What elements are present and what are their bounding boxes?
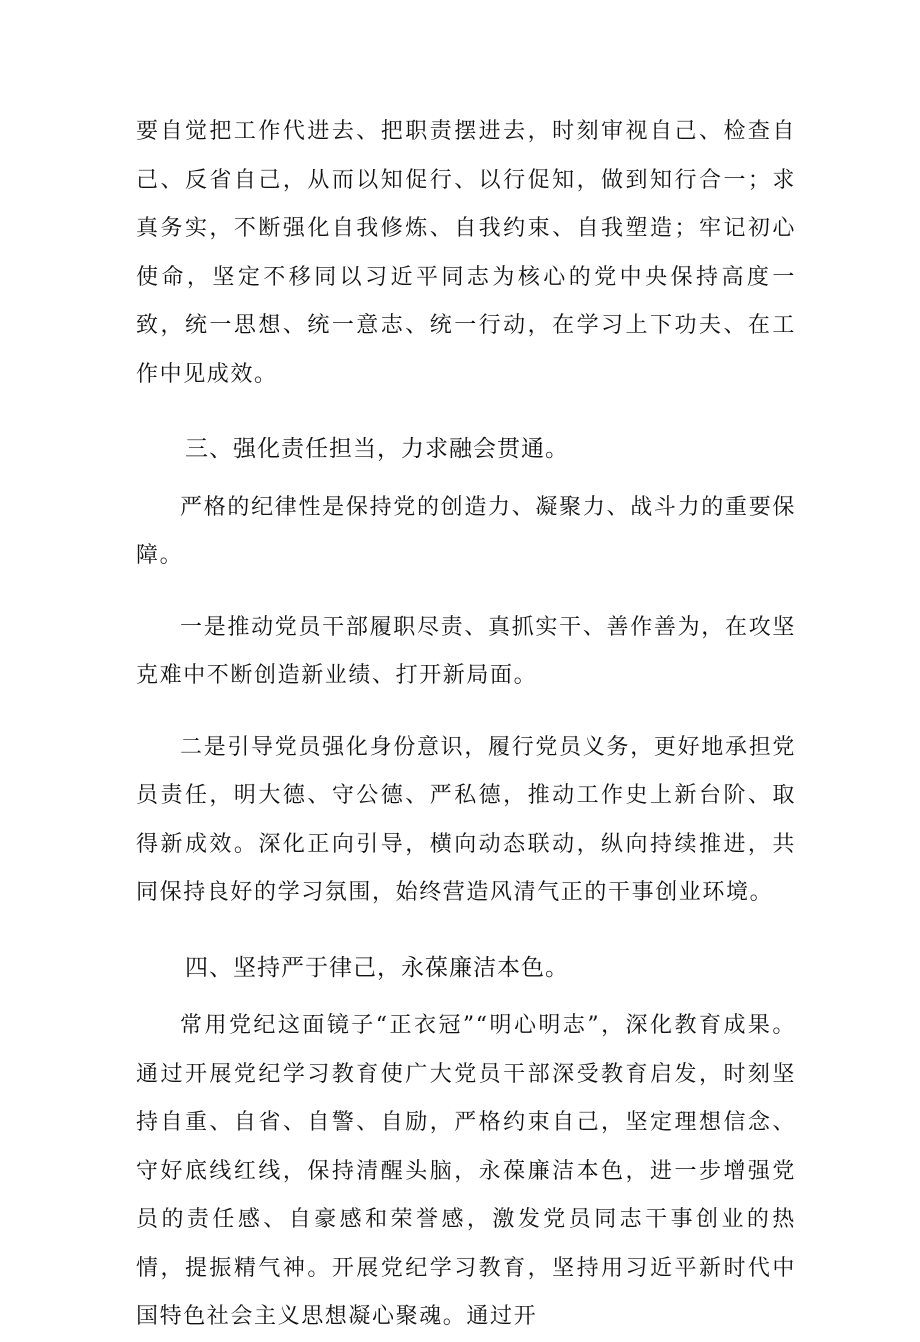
- paragraph-mirror: 常用党纪这面镜子“正衣冠”“明心明志”，深化教育成果。通过开展党纪学习教育使广大党员干部深受教育启发，时刻坚持自重、自省、自警、自励，严格约束自己，坚定理想信念、守好底线红线，保持清醒头脑，永葆廉洁本色，进一步增强党员的责任感、自豪感和荣誉感，激发党员同志干事创业的热情，提振精气神。开展党纪学习教育，坚持用习近平新时代中国特色社会主义思想凝心聚魂。通过开: [136, 1013, 796, 1329]
- paragraph-point-one: 一是推动党员干部履职尽责、真抓实干、善作善为，在攻坚克难中不断创造新业绩、打开新局面。: [136, 614, 796, 688]
- section-heading-3: 三、强化责任担当，力求融会贯通。: [185, 436, 569, 462]
- paragraph-continuation: 要自觉把工作代进去、把职责摆进去，时刻审视自己、检查自己、反省自己，从而以知促行、以行促知，做到知行合一；求真务实，不断强化自我修炼、自我约束、自我塑造；牢记初心使命，坚定不移同以习近平同志为核心的党中央保持高度一致，统一思想、统一意志、统一行动，在学习上下功夫、在工作中见成效。: [136, 119, 796, 387]
- section-heading-4: 四、坚持严于律己，永葆廉洁本色。: [185, 954, 569, 981]
- paragraph-point-two: 二是引导党员强化身份意识，履行党员义务，更好地承担党员责任，明大德、守公德、严私德，推动工作史上新台阶、取得新成效。深化正向引导，横向动态联动，纵向持续推进，共同保持良好的学习氛围，始终营造风清气正的干事创业环境。: [136, 734, 796, 905]
- paragraph-discipline: 严格的纪律性是保持党的创造力、凝聚力、战斗力的重要保障。: [136, 494, 796, 568]
- document-body: [136, 108, 796, 1342]
